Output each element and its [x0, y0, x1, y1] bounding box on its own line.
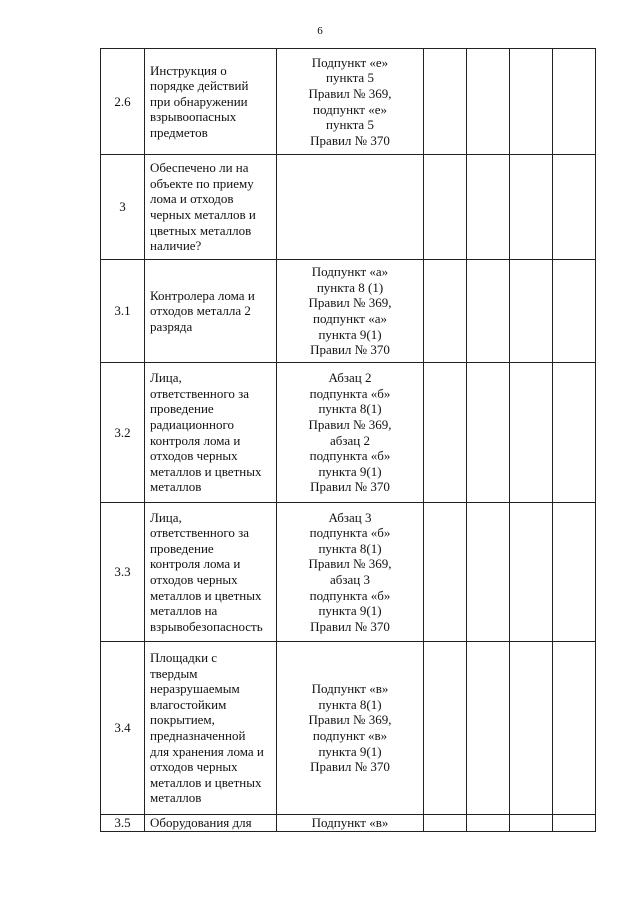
requirement-cell	[145, 815, 277, 832]
answer-cell	[467, 49, 510, 155]
requirement-text-line: металлов на	[150, 603, 218, 619]
requirement-text-line: проведение	[150, 401, 214, 417]
legal-reference-line: Правил № 369,	[308, 556, 392, 572]
answer-cell	[424, 363, 467, 503]
requirement-cell	[145, 503, 277, 642]
answer-cell	[510, 155, 553, 260]
requirement-text-line: металлов и цветных	[150, 463, 262, 479]
legal-reference-cell	[277, 815, 424, 832]
answer-cell	[553, 155, 596, 260]
requirement-cell	[145, 49, 277, 155]
requirement-text-line: отходов черных	[150, 759, 238, 775]
legal-reference-line: Правил № 370	[310, 132, 390, 148]
answer-cell	[424, 642, 467, 815]
answer-cell	[424, 815, 467, 832]
answer-cell	[467, 815, 510, 832]
requirement-text-line: черных металлов и	[150, 207, 256, 222]
requirement-text-line: радиационного	[150, 416, 234, 432]
table-row	[101, 260, 596, 363]
answer-cell	[510, 260, 553, 363]
requirement-text-line: Площадки с	[150, 650, 218, 666]
requirement-text-line: для хранения лома и	[150, 743, 264, 759]
legal-reference-cell	[277, 260, 424, 363]
legal-reference-cell	[277, 363, 424, 503]
answer-cell	[553, 642, 596, 815]
requirement-text-line: взрывоопасных	[150, 109, 237, 125]
answer-cell	[467, 363, 510, 503]
answer-cell	[424, 260, 467, 363]
legal-reference-line: подпункта «б»	[309, 448, 391, 464]
requirement-text-line: твердым	[150, 665, 198, 681]
requirement-text-line: металлов	[150, 790, 202, 806]
requirement-text-line: объекте по приему	[150, 175, 254, 191]
requirement-text-line: предметов	[150, 124, 208, 140]
requirement-text-line: неразрушаемым	[150, 681, 240, 697]
legal-reference-cell	[277, 503, 424, 642]
requirement-text-line: Оборудования для	[150, 815, 252, 830]
legal-reference-line: Правил № 369,	[308, 712, 392, 728]
legal-reference-cell	[277, 155, 424, 260]
legal-reference-line: Подпункт «а»	[311, 264, 389, 280]
requirement-text-line: металлов и цветных	[150, 587, 262, 603]
table-row	[101, 503, 596, 642]
requirement-text-line: цветных металлов	[150, 222, 252, 238]
legal-reference-line: пункта 8(1)	[318, 401, 382, 417]
legal-reference-line: подпункт «е»	[313, 101, 387, 117]
requirement-text-line: при обнаружении	[150, 93, 248, 109]
legal-reference-line: пункта 9(1)	[318, 326, 382, 342]
requirement-text-line: отходов металла 2	[150, 303, 251, 319]
legal-reference-line: подпункта «б»	[309, 385, 391, 401]
requirement-text-line: разряда	[150, 318, 193, 334]
requirement-text-line: контроля лома и	[150, 432, 241, 448]
legal-reference-line: подпункта «б»	[309, 525, 391, 541]
legal-reference-cell	[277, 642, 424, 815]
answer-cell	[424, 155, 467, 260]
answer-cell	[510, 49, 553, 155]
legal-reference-line: Подпункт «в»	[311, 815, 389, 830]
legal-reference-line: подпункта «б»	[309, 587, 391, 603]
answer-cell	[553, 503, 596, 642]
table-row	[101, 155, 596, 260]
requirement-text-line: ответственного за	[150, 525, 250, 541]
legal-reference-line: Правил № 370	[310, 759, 390, 775]
requirement-cell	[145, 363, 277, 503]
requirement-text-line: отходов черных	[150, 448, 238, 464]
legal-reference-line: Абзац 2	[328, 370, 372, 386]
legal-reference-line: пункта 9(1)	[318, 463, 382, 479]
legal-reference-line: подпункт «в»	[312, 728, 388, 743]
legal-reference-line: пункта 5	[326, 117, 374, 133]
page-number: 6	[317, 25, 323, 37]
requirement-text-line: Контролера лома и	[150, 287, 255, 303]
row-number-cell: 3.3	[101, 503, 145, 642]
checklist-table	[100, 48, 596, 832]
row-number-cell: 3.2	[101, 363, 145, 503]
legal-reference-line: пункта 9(1)	[318, 603, 382, 619]
requirement-text-line: Обеспечено ли на	[150, 160, 249, 176]
requirement-cell	[145, 260, 277, 363]
requirement-text-line: взрывобезопасность	[150, 618, 263, 634]
legal-reference-line: абзац 2	[330, 432, 370, 448]
legal-reference-line: Правил № 369,	[308, 295, 392, 311]
legal-reference-line: пункта 5	[326, 70, 374, 86]
answer-cell	[467, 503, 510, 642]
answer-cell	[424, 49, 467, 155]
legal-reference-line: Правил № 370	[310, 618, 390, 634]
answer-cell	[467, 642, 510, 815]
answer-cell	[424, 503, 467, 642]
answer-cell	[467, 260, 510, 363]
legal-reference-line: Подпункт «е»	[311, 54, 389, 70]
legal-reference-cell	[277, 49, 424, 155]
legal-reference-line: пункта 9(1)	[318, 743, 382, 759]
table-row	[101, 363, 596, 503]
row-number-cell: 3.1	[101, 260, 145, 363]
table-row	[101, 642, 596, 815]
answer-cell	[510, 642, 553, 815]
row-number-cell: 3.5	[101, 815, 145, 832]
requirement-cell	[145, 642, 277, 815]
legal-reference-line: Правил № 370	[310, 342, 390, 358]
table-row	[101, 815, 596, 832]
requirement-cell	[145, 155, 277, 260]
row-number-cell: 3.4	[101, 642, 145, 815]
answer-cell	[553, 363, 596, 503]
row-number-cell: 2.6	[101, 49, 145, 155]
requirement-text-line: ответственного за	[150, 385, 250, 401]
table-row	[101, 49, 596, 155]
legal-reference-line: пункта 8(1)	[318, 696, 382, 712]
legal-reference-line: Правил № 370	[310, 479, 390, 495]
requirement-text-line: проведение	[150, 540, 214, 556]
legal-reference-line: Правил № 369,	[308, 416, 392, 432]
legal-reference-line: пункта 8(1)	[318, 540, 382, 556]
requirement-text-line: Лица,	[150, 509, 182, 525]
answer-cell	[510, 815, 553, 832]
legal-reference-line: Абзац 3	[328, 509, 372, 525]
answer-cell	[553, 260, 596, 363]
answer-cell	[510, 363, 553, 503]
requirement-text-line: лома и отходов	[150, 191, 234, 207]
legal-reference-line: абзац 3	[330, 572, 370, 587]
requirement-text-line: наличие?	[150, 238, 202, 254]
legal-reference-line: пункта 8 (1)	[316, 279, 384, 295]
legal-reference-line: Правил № 369,	[308, 85, 392, 101]
requirement-text-line: металлов	[150, 479, 202, 495]
requirement-text-line: порядке действий	[150, 78, 249, 94]
requirement-text-line: контроля лома и	[150, 556, 241, 572]
requirement-text-line: влагостойким	[150, 696, 227, 712]
requirement-text-line: металлов и цветных	[150, 774, 262, 790]
requirement-text-line: Инструкция о	[150, 62, 227, 78]
row-number-cell: 3	[101, 155, 145, 260]
requirement-text-line: Лица,	[150, 370, 182, 386]
answer-cell	[553, 815, 596, 832]
requirement-text-line: предназначенной	[150, 728, 246, 743]
legal-reference-line: подпункт «а»	[313, 311, 387, 326]
answer-cell	[553, 49, 596, 155]
answer-cell	[510, 503, 553, 642]
legal-reference-line: Подпункт «в»	[311, 681, 389, 697]
answer-cell	[467, 155, 510, 260]
requirement-text-line: отходов черных	[150, 572, 238, 587]
requirement-text-line: покрытием,	[150, 712, 215, 728]
